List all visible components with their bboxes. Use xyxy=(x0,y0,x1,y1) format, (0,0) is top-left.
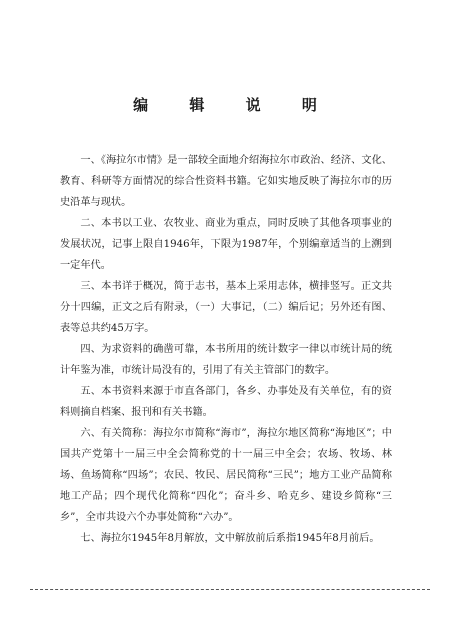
paragraph-5: 五、本书资料来源于市直各部门，各乡、办事处及有关单位，有的资料则摘自档案、报刊和有关书籍。 xyxy=(60,386,392,418)
paragraph-6: 六、有关简称：海拉尔市简称“海市”，海拉尔地区简称“海地区”；中国共产党第十一届三中全会简称党的十一届三中全会；农场、牧场、林场、鱼场简称“四场”；农民、牧民、居民简称“三民”；地方工业产品简称地工产品；四个现代化简称“四化”；奋斗乡、哈克乡、建设乡简称“三乡”，全市共设六个办事处简称“六办”。 xyxy=(60,428,392,523)
paragraph-1: 一、《海拉尔市情》是一部较全面地介绍海拉尔市政治、经济、文化、教育、科研等方面情况的综合性资料书籍。它如实地反映了海拉尔市的历史沿革与现状。 xyxy=(60,155,392,208)
paragraph-2: 二、本书以工业、农牧业、商业为重点，同时反映了其他各项事业的发展状况，记事上限自1946年，下限为1987年，个别编章适当的上溯到一定年代。 xyxy=(60,218,392,271)
paragraph-3: 三、本书详于概况，简于志书，基本上采用志体，横排竖写。正文共分十四编，正文之后有附录，（一）大事记，（二）编后记；另外还有图、表等总共约45万字。 xyxy=(60,281,392,334)
paragraph-7: 七、海拉尔1945年8月解放，文中解放前后系指1945年8月前后。 xyxy=(80,533,380,544)
bottom-dashed-rule xyxy=(30,589,430,590)
body-text xyxy=(60,150,392,549)
paragraph-4: 四、为求资料的确凿可靠，本书所用的统计数字一律以市统计局的统计年鉴为准，市统计局没有的，引用了有关主管部门的数字。 xyxy=(60,344,392,376)
page-title: 编 辑 说 明 xyxy=(133,96,335,114)
